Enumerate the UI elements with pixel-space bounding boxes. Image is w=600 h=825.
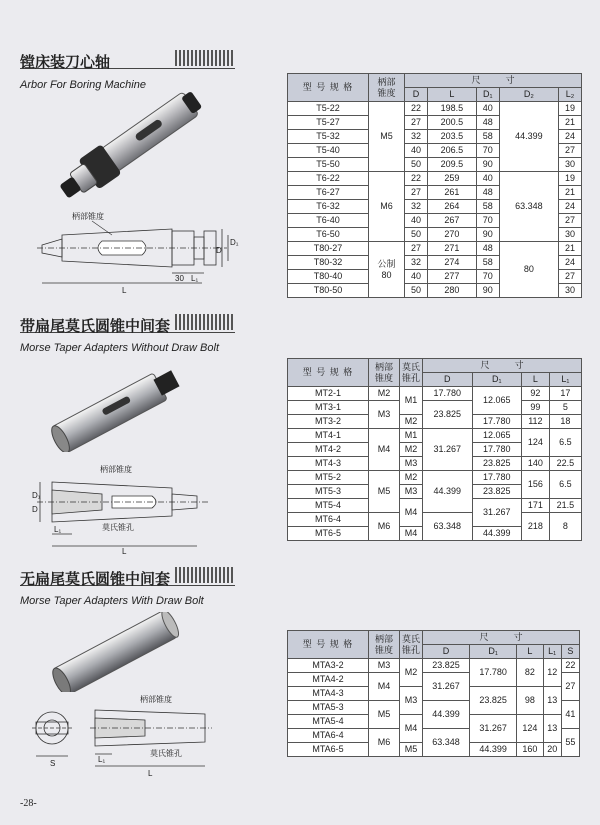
cell-d1: 48 [476, 242, 499, 256]
row-model: MTA3-2 [288, 659, 369, 673]
dim-d: D [32, 505, 38, 514]
cell-l: 98 [517, 687, 543, 715]
section-title-en: Morse Taper Adapters With Draw Bolt [20, 595, 204, 607]
cell-d: 23.825 [423, 401, 473, 429]
row-model: MTA5-3 [288, 701, 369, 715]
cell-d1: 48 [476, 116, 499, 130]
col-model: 型 号 规 格 [288, 631, 369, 659]
dim-30: 30 [175, 274, 184, 283]
cell-l1: 22.5 [549, 457, 581, 471]
arbor-spec-table [287, 73, 582, 298]
cell-l2: 19 [559, 172, 582, 186]
col-l: L [427, 88, 476, 102]
cell-l1: 13 [543, 687, 561, 715]
cell-l2: 24 [559, 256, 582, 270]
cell-d1: 90 [476, 158, 499, 172]
section-title-cn: 无扁尾莫氏圆锥中间套 [20, 570, 171, 588]
cell-s: 41 [561, 701, 579, 729]
cell-l: 264 [427, 200, 476, 214]
cell-l: 156 [522, 471, 550, 499]
cell-d1: 58 [476, 130, 499, 144]
cell-morse: M3 [400, 687, 423, 715]
col-l: L [522, 373, 550, 387]
cell-d1: 70 [476, 270, 499, 284]
cell-l: 218 [522, 513, 550, 541]
cell-l1: 18 [549, 415, 581, 429]
cell-d1: 48 [476, 186, 499, 200]
cell-shank: M6 [369, 172, 405, 242]
cell-d: 40 [405, 270, 428, 284]
cell-d1: 40 [476, 172, 499, 186]
cell-shank: M2 [369, 387, 400, 401]
col-shank: 柄部 锥度 [369, 631, 400, 659]
cell-d1: 23.825 [472, 485, 522, 499]
cell-d: 40 [405, 144, 428, 158]
cell-morse: M3 [400, 485, 423, 499]
dim-l1: L₁ [191, 274, 199, 283]
cell-l: 200.5 [427, 116, 476, 130]
col-l1: L₁ [543, 645, 561, 659]
arbor-drawing [32, 205, 242, 295]
drawbolt-adapter-photo [40, 612, 190, 692]
cell-d1: 58 [476, 256, 499, 270]
cell-morse: M4 [400, 527, 423, 541]
page-number: -28- [20, 798, 37, 809]
cell-d: 27 [405, 242, 428, 256]
row-model: MT6-5 [288, 527, 369, 541]
arbor-photo [50, 92, 215, 202]
cell-model: T5-27 [288, 116, 369, 130]
cell-l2: 27 [559, 144, 582, 158]
cell-d1: 40 [476, 102, 499, 116]
cell-morse: M4 [400, 499, 423, 527]
drawbolt-spec-table [287, 630, 580, 757]
col-morse: 莫氏 锥孔 [400, 631, 423, 659]
row-model: MT4-1 [288, 429, 369, 443]
adapter-shank-label: 柄部锥度 [100, 465, 132, 474]
col-l2: L₂ [559, 88, 582, 102]
cell-d: 32 [405, 256, 428, 270]
cell-l: 140 [522, 457, 550, 471]
cell-d1: 17.780 [472, 443, 522, 457]
cell-l2: 21 [559, 242, 582, 256]
cell-l: 271 [427, 242, 476, 256]
cell-morse: M5 [400, 743, 423, 757]
col-d1: D₁ [470, 645, 517, 659]
col-dims: 尺 寸 [423, 359, 582, 373]
cell-model: T6-27 [288, 186, 369, 200]
cell-l: 261 [427, 186, 476, 200]
cell-d1: 12.065 [472, 429, 522, 443]
cell-l2: 19 [559, 102, 582, 116]
col-s: S [561, 645, 579, 659]
table-row [288, 242, 582, 256]
dim-l: L [122, 286, 127, 295]
cell-d: 63.348 [423, 729, 470, 757]
dim-d1: D₁ [32, 491, 41, 500]
cell-shank: M5 [369, 471, 400, 513]
cell-d: 31.267 [423, 429, 473, 471]
cell-morse: M2 [400, 659, 423, 687]
cell-d1: 23.825 [470, 687, 517, 715]
cell-l1: 5 [549, 401, 581, 415]
cell-model: T6-32 [288, 200, 369, 214]
cell-morse: M1 [400, 387, 423, 415]
cell-d: 23.825 [423, 659, 470, 673]
cell-d1: 58 [476, 200, 499, 214]
cell-shank: M3 [369, 401, 400, 429]
col-model: 型 号 规 格 [288, 74, 369, 102]
cell-l: 209.5 [427, 158, 476, 172]
cell-model: T6-50 [288, 228, 369, 242]
row-model: MTA4-2 [288, 673, 369, 687]
cell-d: 32 [405, 200, 428, 214]
cell-l: 92 [522, 387, 550, 401]
cell-l1: 8 [549, 513, 581, 541]
col-model: 型 号 规 格 [288, 359, 369, 387]
cell-model: T80-32 [288, 256, 369, 270]
cell-l: 280 [427, 284, 476, 298]
cell-d: 44.399 [423, 701, 470, 729]
section-title-cn: 带扁尾莫氏圆锥中间套 [20, 317, 171, 335]
cell-model: T5-22 [288, 102, 369, 116]
cell-model: T5-32 [288, 130, 369, 144]
section-title-en: Morse Taper Adapters Without Draw Bolt [20, 342, 220, 354]
cell-l2: 21 [559, 116, 582, 130]
cell-d1: 44.399 [472, 527, 522, 541]
row-model: MTA5-4 [288, 715, 369, 729]
row-model: MT6-4 [288, 513, 369, 527]
cell-d: 44.399 [423, 471, 473, 513]
drawbolt-shank-label: 柄部锥度 [140, 695, 172, 704]
cell-shank: M6 [369, 729, 400, 757]
adapter-drawing [32, 460, 217, 555]
cell-d1: 90 [476, 228, 499, 242]
cell-l2: 27 [559, 214, 582, 228]
drawbolt-adapter-drawing [30, 694, 220, 784]
cell-morse: M1 [400, 429, 423, 443]
section-title-en: Arbor For Boring Machine [20, 79, 146, 91]
cell-d2: 80 [499, 242, 558, 298]
cell-l1: 17 [549, 387, 581, 401]
col-morse: 莫氏 锥孔 [400, 359, 423, 387]
arbor-shank-label: 柄部锥度 [72, 212, 104, 221]
col-l: L [517, 645, 543, 659]
cell-d1: 90 [476, 284, 499, 298]
cell-d: 32 [405, 130, 428, 144]
col-dims: 尺 寸 [405, 74, 582, 88]
row-model: MT5-4 [288, 499, 369, 513]
cell-l1: 13 [543, 715, 561, 743]
cell-d: 40 [405, 214, 428, 228]
cell-morse: M2 [400, 471, 423, 485]
col-shank: 柄部 锥度 [369, 74, 405, 102]
cell-shank: M4 [369, 429, 400, 471]
cell-l1: 12 [543, 659, 561, 687]
col-d: D [423, 645, 470, 659]
cell-l: 270 [427, 228, 476, 242]
cell-d: 22 [405, 172, 428, 186]
cell-l2: 30 [559, 158, 582, 172]
row-model: MTA6-5 [288, 743, 369, 757]
row-model: MT2-1 [288, 387, 369, 401]
adapter-photo [42, 362, 192, 452]
row-model: MTA6-4 [288, 729, 369, 743]
cell-l1: 20 [543, 743, 561, 757]
cell-d1: 23.825 [472, 457, 522, 471]
row-model: MT3-2 [288, 415, 369, 429]
cell-d: 27 [405, 116, 428, 130]
col-l1: L₁ [549, 373, 581, 387]
col-d1: D₁ [472, 373, 522, 387]
arbor-spec-rows [288, 102, 582, 298]
cell-l: 82 [517, 659, 543, 687]
col-shank: 柄部 锥度 [369, 359, 400, 387]
cell-l: 124 [522, 429, 550, 457]
cell-l2: 27 [559, 270, 582, 284]
cell-l2: 30 [559, 284, 582, 298]
table-row [288, 102, 582, 116]
cell-model: T5-40 [288, 144, 369, 158]
cell-model: T6-40 [288, 214, 369, 228]
cell-l: 267 [427, 214, 476, 228]
dim-s: S [50, 759, 56, 768]
row-model: MT4-2 [288, 443, 369, 457]
cell-model: T80-27 [288, 242, 369, 256]
cell-d2: 44.399 [499, 102, 558, 172]
col-d: D [405, 88, 428, 102]
cell-d1: 31.267 [470, 715, 517, 743]
adapter-morse-label: 莫氏锥孔 [102, 523, 134, 532]
cell-l2: 30 [559, 228, 582, 242]
cell-shank: M5 [369, 102, 405, 172]
cell-l1: 6.5 [549, 429, 581, 457]
cell-d1: 70 [476, 144, 499, 158]
cell-d: 27 [405, 186, 428, 200]
cell-l: 99 [522, 401, 550, 415]
cell-d: 17.780 [423, 387, 473, 401]
col-dims: 尺 寸 [423, 631, 580, 645]
col-d2: D₂ [499, 88, 558, 102]
cell-d: 22 [405, 102, 428, 116]
col-d: D [423, 373, 473, 387]
dim-l1: L₁ [54, 525, 62, 534]
cell-model: T80-40 [288, 270, 369, 284]
cell-d1: 12.065 [472, 387, 522, 415]
cell-d1: 17.780 [472, 415, 522, 429]
cell-s: 22 [561, 659, 579, 673]
cell-morse: M2 [400, 443, 423, 457]
row-model: MT5-3 [288, 485, 369, 499]
cell-shank: M3 [369, 659, 400, 673]
cell-d: 50 [405, 284, 428, 298]
col-d1: D₁ [476, 88, 499, 102]
cell-l: 277 [427, 270, 476, 284]
table-row [288, 172, 582, 186]
dim-d1: D₁ [230, 238, 239, 247]
cell-s: 55 [561, 729, 579, 757]
adapter-spec-table [287, 358, 582, 541]
cell-l: 112 [522, 415, 550, 429]
dim-d: D [216, 246, 222, 255]
cell-shank: M4 [369, 673, 400, 701]
cell-d1: 17.780 [470, 659, 517, 687]
cell-d1: 44.399 [470, 743, 517, 757]
row-model: MT4-3 [288, 457, 369, 471]
cell-l: 203.5 [427, 130, 476, 144]
cell-d1: 70 [476, 214, 499, 228]
dim-l: L [148, 769, 153, 778]
dim-l1: L₁ [98, 755, 106, 764]
dim-l: L [122, 547, 127, 555]
cell-l: 206.5 [427, 144, 476, 158]
row-model: MT5-2 [288, 471, 369, 485]
cell-s: 27 [561, 673, 579, 701]
cell-morse: M4 [400, 715, 423, 743]
cell-model: T6-22 [288, 172, 369, 186]
cell-d: 63.348 [423, 513, 473, 541]
cell-l: 259 [427, 172, 476, 186]
cell-d: 50 [405, 228, 428, 242]
cell-l2: 24 [559, 200, 582, 214]
section-title-cn: 镗床装刀心轴 [20, 53, 111, 71]
cell-d1: 31.267 [472, 499, 522, 527]
cell-d1: 17.780 [472, 471, 522, 485]
cell-shank: 公制 80 [369, 242, 405, 298]
cell-d: 31.267 [423, 673, 470, 701]
cell-l: 124 [517, 715, 543, 743]
drawbolt-morse-label: 莫氏锥孔 [150, 749, 182, 758]
cell-l1: 21.5 [549, 499, 581, 513]
cell-l: 198.5 [427, 102, 476, 116]
row-model: MTA4-3 [288, 687, 369, 701]
cell-l: 274 [427, 256, 476, 270]
cell-morse: M2 [400, 415, 423, 429]
cell-shank: M5 [369, 701, 400, 729]
cell-shank: M6 [369, 513, 400, 541]
cell-l: 160 [517, 743, 543, 757]
cell-d2: 63.348 [499, 172, 558, 242]
cell-d: 50 [405, 158, 428, 172]
cell-l2: 24 [559, 130, 582, 144]
cell-l: 171 [522, 499, 550, 513]
cell-morse: M3 [400, 457, 423, 471]
row-model: MT3-1 [288, 401, 369, 415]
cell-l1: 6.5 [549, 471, 581, 499]
cell-l2: 21 [559, 186, 582, 200]
cell-model: T80-50 [288, 284, 369, 298]
cell-model: T5-50 [288, 158, 369, 172]
